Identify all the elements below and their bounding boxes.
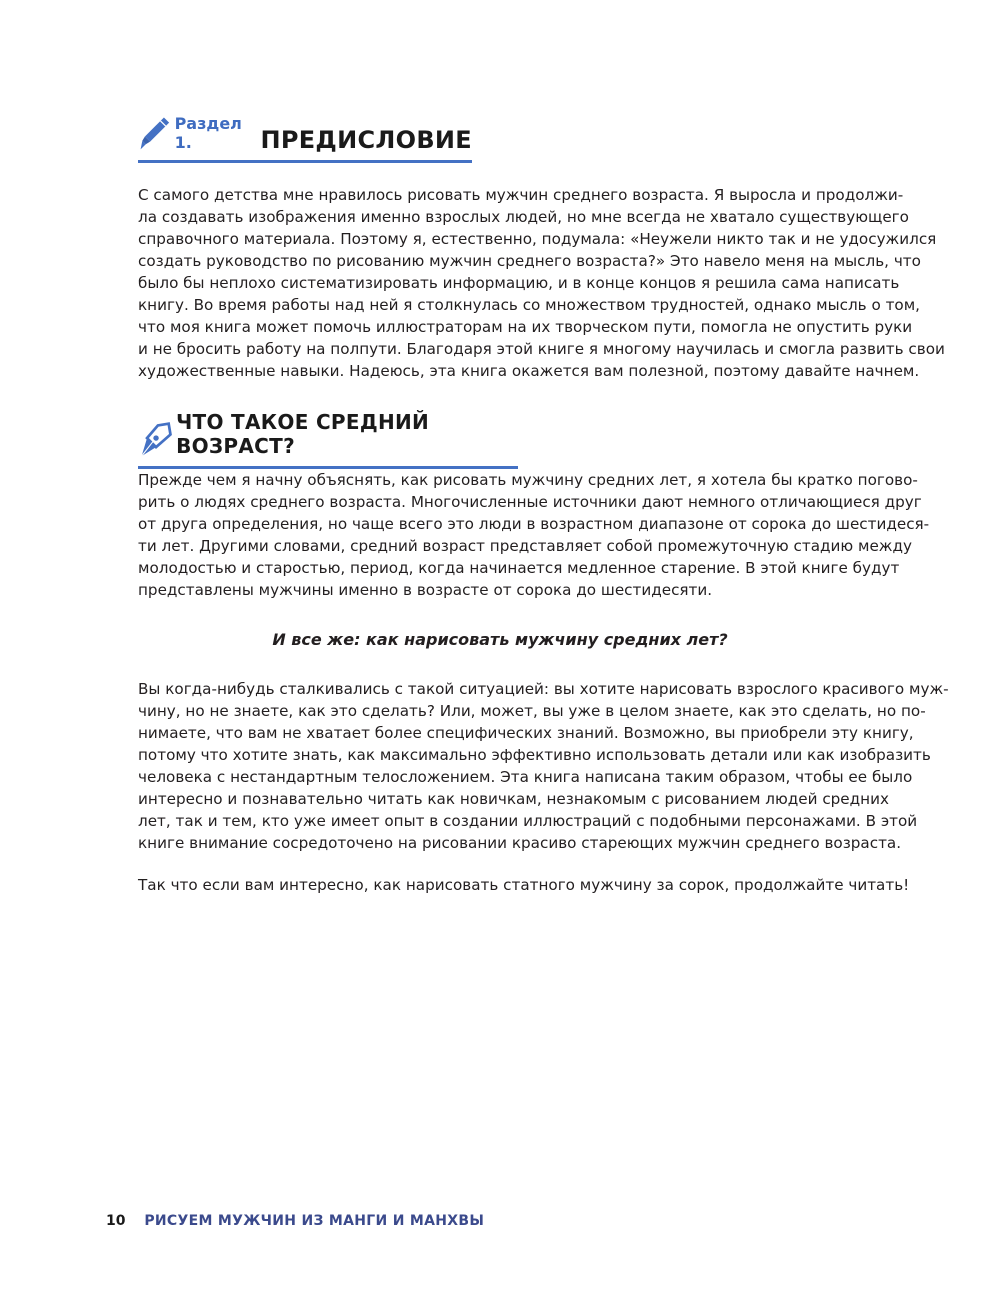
text-line: художественные навыки. Надеюсь, эта книга окажется вам полезной, поэтому давайте начнем. [138,362,920,380]
text-line: что моя книга может помочь иллюстраторам на их творческом пути, помогла не опустить руки [138,318,913,336]
text-line: рить о людях среднего возраста. Многочисленные источники дают немного отличающиеся друг [138,493,922,511]
text-line: было бы неплохо систематизировать информацию, и в конце концов я решила сама написать [138,274,900,292]
text-line: справочного материала. Поэтому я, естественно, подумала: «Неужели никто так и не удосужился [138,230,937,248]
text-line: и не бросить работу на полпути. Благодаря этой книге я многому научилась и смогла развить свои [138,340,945,358]
text-line: интересно и познавательно читать как новичкам, незнакомым с рисованием людей средних [138,790,889,808]
book-title: РИСУЕМ МУЖЧИН ИЗ МАНГИ И МАНХВЫ [144,1213,485,1229]
text-line: ти лет. Другими словами, средний возраст представляет собой промежуточную стадию между [138,537,912,555]
text-line: Так что если вам интересно, как нарисовать статного мужчину за сорок, продолжайте читать! [138,876,910,894]
paragraph-closing [138,874,910,896]
text-line: представлены мужчины именно в возрасте от сорока до шестидесяти. [138,581,713,599]
text-line: ла создавать изображения именно взрослых людей, но мне всегда не хватало существующего [138,208,909,226]
section-heading-middle-age [138,410,518,469]
text-line: потому что хотите знать, как максимально эффективно использовать детали или как изобразить [138,746,931,764]
text-line: Прежде чем я начну объяснять, как рисовать мужчину средних лет, я хотела бы кратко погово- [138,471,918,489]
text-line: книгу. Во время работы над ней я столкнулась со множеством трудностей, однако мысль о том, [138,296,921,314]
text-line: С самого детства мне нравилось рисовать мужчин среднего возраста. Я выросла и продолжи- [138,186,904,204]
section-heading [138,112,472,163]
section-label: Раздел 1. [174,114,242,152]
text-line: от друга определения, но чаще всего это люди в возрастном диапазоне от сорока до шестидеся- [138,515,930,533]
text-line: нимаете, что вам не хватает более специфических знаний. Возможно, вы приобрели эту книгу, [138,724,914,742]
text-line: чину, но не знаете, как это сделать? Или, может, вы уже в целом знаете, как это сделать, но по- [138,702,926,720]
subheading: И все же: как нарисовать мужчину средних лет? [272,630,728,649]
page-number: 10 [106,1213,126,1229]
section-title: ПРЕДИСЛОВИЕ [260,126,472,154]
text-line: книге внимание сосредоточено на рисовании красиво стареющих мужчин среднего возраста. [138,834,902,852]
section-title: ЧТО ТАКОЕ СРЕДНИЙ ВОЗРАСТ? [176,410,430,458]
text-line: лет, так и тем, кто уже имеет опыт в создании иллюстраций с подобными персонажами. В этой [138,812,918,830]
text-line: создать руководство по рисованию мужчин среднего возраста?» Это навело меня на мысль, что [138,252,921,270]
pen-icon [138,112,173,154]
paragraph-middle-age [138,469,930,601]
page-footer [106,1213,484,1229]
paragraph-intro [138,184,945,382]
text-line: Вы когда-нибудь сталкивались с такой ситуацией: вы хотите нарисовать взрослого красивого муж- [138,680,949,698]
fountain-pen-nib-icon [138,418,174,460]
text-line: молодостью и старостью, период, когда начинается медленное старение. В этой книге будут [138,559,900,577]
text-line: человека с нестандартным телосложением. Эта книга написана таким образом, чтобы ее было [138,768,913,786]
paragraph-how-to [138,678,949,854]
